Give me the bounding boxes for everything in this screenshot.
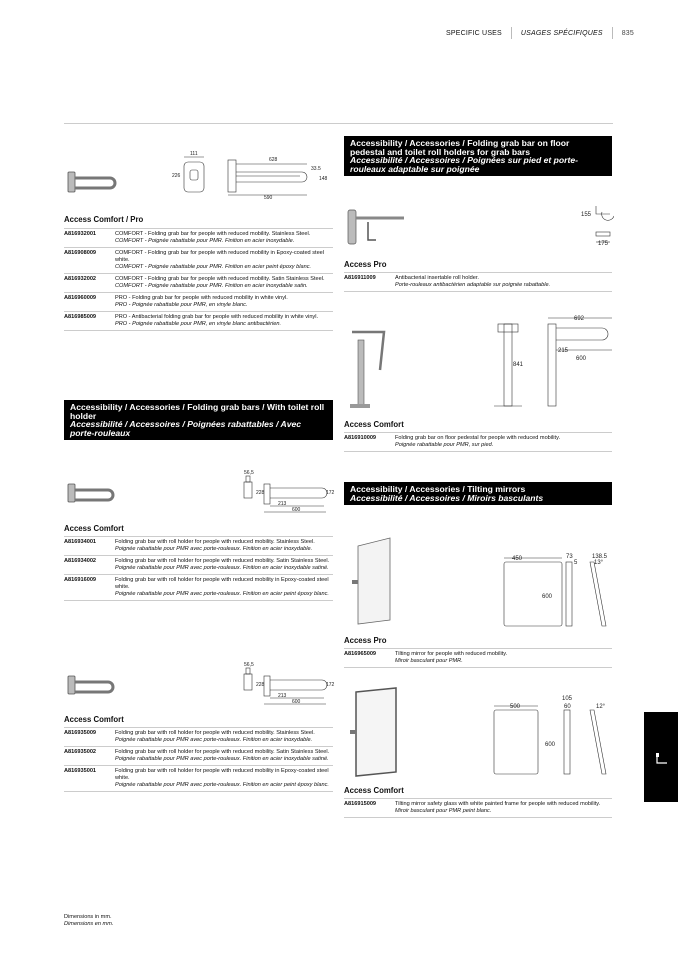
grab-bar-front-drawing: [228, 160, 307, 195]
description-fr: COMFORT - Poignée rabattable pour PMR. Finition en acier inoxydable.: [115, 238, 295, 244]
category-title-fr: Accessibilité / Accessoires / Poignées sur pied et porte-rouleaux adaptable sur poignée: [350, 155, 578, 174]
description-en: PRO - Antibacterial folding grab bar for people with reduced mobility in white vinyl.: [115, 314, 319, 320]
product-description: [115, 274, 333, 293]
product-reference: A816910009: [344, 433, 395, 452]
dim-label: 226: [172, 173, 181, 179]
header-divider: [612, 27, 613, 39]
dim-label: 590: [264, 195, 273, 200]
dim-label: 111: [190, 151, 198, 157]
product-row: [64, 229, 333, 248]
category-title-en: Accessibility / Accessories / Folding grab bar on floor pedestal and toilet roll holders for grab bars: [350, 138, 570, 157]
dim-label: 148: [319, 176, 328, 182]
description-en: Tilting mirror for people with reduced mobility.: [395, 651, 508, 657]
product-description: [115, 248, 333, 274]
section-title: Access Comfort: [344, 786, 404, 795]
mirror-photo: [352, 538, 390, 624]
dim-label: 600: [292, 699, 301, 705]
mirror-photo: [350, 688, 396, 776]
description-fr: PRO - Poignée rabattable pour PMR, en vinyle blanc antibactérien.: [115, 321, 282, 327]
product-reference: A816985009: [64, 312, 115, 331]
dim-label: 60: [564, 704, 571, 710]
roll-holder-drawing: [596, 206, 614, 242]
product-description: [395, 433, 612, 452]
category-band: [344, 136, 612, 176]
footnote-fr: Dimensions en mm.: [64, 921, 114, 927]
section-title: Access Pro: [344, 260, 387, 269]
product-reference: A816960009: [64, 293, 115, 312]
header-label-en: SPECIFIC USES: [446, 29, 502, 37]
product-row: [344, 273, 612, 292]
footnote: [64, 914, 113, 928]
product-reference: A816934002: [64, 556, 115, 575]
dim-label: 600: [576, 356, 587, 362]
description-fr: PRO - Poignée rabattable pour PMR, en vinyle blanc.: [115, 302, 248, 308]
product-table: [344, 272, 612, 292]
product-table: [64, 536, 333, 601]
description-en: COMFORT - Folding grab bar for people with reduced mobility. Stainless Steel.: [115, 231, 311, 237]
section-title: Access Comfort: [64, 524, 124, 533]
product-description: [115, 229, 333, 248]
product-reference: A816935009: [64, 728, 115, 747]
tilting-mirror-comfort-figure: [344, 684, 614, 780]
roll-holder-bar-photo: [68, 676, 113, 694]
product-description: [395, 799, 612, 818]
product-table: [344, 432, 612, 452]
product-description: [115, 537, 333, 556]
dim-label: 138.5: [592, 554, 608, 560]
dim-label: 33.5: [311, 166, 321, 172]
tilting-mirror-pro-figure: [344, 532, 614, 632]
category-title-fr: Accessibilité / Accessoires / Poignées rabattables / Avec porte-rouleaux: [70, 419, 302, 438]
product-description: [115, 293, 333, 312]
header-divider: [511, 27, 512, 39]
description-en: COMFORT - Folding grab bar for people with reduced mobility in Epoxy-coated steel white.: [115, 250, 325, 263]
product-row: [344, 799, 612, 818]
product-row: [64, 248, 333, 274]
product-row: [64, 293, 333, 312]
product-row: [64, 274, 333, 293]
description-fr: Poignée rabattable pour PMR avec porte-rouleaux. Finition en acier inoxydable satiné.: [115, 756, 329, 762]
section-title: Access Comfort: [344, 420, 404, 429]
product-description: [115, 747, 333, 766]
product-description: [115, 766, 333, 792]
product-description: [115, 575, 333, 601]
product-description: [115, 556, 333, 575]
dim-label: 600: [542, 594, 553, 600]
dim-label: 5: [574, 560, 578, 566]
description-en: Antibacterial insertable roll holder.: [395, 275, 479, 281]
description-fr: Poignée rabattable pour PMR, sur pied.: [395, 442, 494, 448]
dim-label: 172: [326, 490, 335, 496]
product-description: [395, 649, 612, 668]
running-header: [446, 27, 634, 39]
category-band: [344, 482, 612, 505]
product-reference: A816965009: [344, 649, 395, 668]
category-band: [64, 400, 333, 440]
pedestal-front-drawing: [548, 318, 612, 406]
mirror-side-drawing: [566, 562, 606, 626]
description-en: Folding grab bar with roll holder for people with reduced mobility in Epoxy-coated steel white.: [115, 768, 329, 781]
mirror-front-drawing: [504, 558, 562, 626]
product-row: [64, 537, 333, 556]
description-fr: Poignée rabattable pour PMR avec porte-rouleaux. Finition en acier peint époxy blanc.: [115, 782, 329, 788]
product-row: [344, 433, 612, 452]
roll-holder-bar-photo: [68, 484, 113, 502]
roll-holder-bar-figure: [64, 470, 339, 515]
product-reference: A816932001: [64, 229, 115, 248]
dim-label: 56,5: [244, 662, 254, 668]
dim-label: 600: [292, 507, 301, 513]
dim-label: 56,5: [244, 470, 254, 476]
header-label-fr: USAGES SPÉCIFIQUES: [520, 29, 603, 37]
roll-holder-photo: [348, 210, 404, 244]
product-description: [395, 273, 612, 292]
product-row: [64, 728, 333, 747]
description-en: Folding grab bar with roll holder for people with reduced mobility. Stainless Steel.: [115, 539, 315, 545]
section-title: Access Pro: [344, 636, 387, 645]
mirror-front-drawing: [494, 706, 538, 774]
dim-label: 628: [269, 157, 278, 163]
section-title: Access Comfort: [64, 715, 124, 724]
product-row: [64, 312, 333, 331]
description-en: Folding grab bar with roll holder for people with reduced mobility. Satin Stainless Steel.: [115, 558, 330, 564]
dim-label: 215: [558, 348, 569, 354]
dim-label: 73: [566, 554, 573, 560]
dim-label: 228: [256, 682, 265, 688]
category-title-en: Accessibility / Accessories / Folding grab bars / With toilet roll holder: [70, 402, 325, 421]
product-reference: A816932002: [64, 274, 115, 293]
page-number: 835: [621, 29, 634, 37]
dim-label: 213: [278, 501, 287, 507]
mirror-side-drawing: [564, 710, 606, 774]
description-fr: Poignée rabattable pour PMR avec porte-rouleaux. Finition en acier inoxydable.: [115, 546, 313, 552]
product-table: [344, 798, 612, 818]
dim-label: 600: [545, 742, 556, 748]
product-reference: A816934001: [64, 537, 115, 556]
insertable-roll-holder-figure: [344, 198, 614, 253]
category-title-fr: Accessibilité / Accessoires / Miroirs basculants: [350, 492, 544, 503]
roll-holder-bar-figure: [64, 662, 339, 707]
dim-label: 213: [278, 693, 287, 699]
category-title-en: Accessibility / Accessories / Tilting mirrors: [350, 484, 526, 494]
product-reference: A816916009: [64, 575, 115, 601]
dim-label: 105: [562, 696, 573, 702]
product-table: [64, 727, 333, 792]
pedestal-grab-bar-figure: [344, 310, 614, 410]
product-description: [115, 312, 333, 331]
product-reference: A816935001: [64, 766, 115, 792]
product-row: [64, 766, 333, 792]
description-en: Tilting mirror safety glass with white painted frame for people with reduced mobility.: [395, 801, 601, 807]
dim-label: 175: [598, 241, 609, 247]
grab-bar-icon: [655, 752, 669, 766]
description-en: Folding grab bar with roll holder for people with reduced mobility in Epoxy-coated steel white.: [115, 577, 329, 590]
description-fr: Miroir basculant pour PMR peint blanc.: [395, 808, 492, 814]
dim-label: 228: [256, 490, 265, 496]
description-fr: Poignée rabattable pour PMR avec porte-rouleaux. Finition en acier peint époxy blanc.: [115, 591, 329, 597]
dim-label: 841: [513, 362, 524, 368]
product-reference: A816915009: [344, 799, 395, 818]
top-rule: [64, 123, 613, 124]
description-fr: COMFORT - Poignée rabattable pour PMR. Finition en acier inoxydable satin.: [115, 283, 308, 289]
dim-label: 12°: [596, 704, 606, 710]
product-description: [115, 728, 333, 747]
product-table: [64, 228, 333, 331]
grab-bar-photo: [68, 172, 115, 192]
description-fr: Miroir basculant pour PMR.: [395, 658, 463, 664]
product-row: [64, 747, 333, 766]
description-fr: COMFORT - Poignée rabattable pour PMR. Finition en acier peint époxy blanc.: [115, 264, 312, 270]
pedestal-photo: [350, 332, 384, 408]
product-reference: A816911009: [344, 273, 395, 292]
dim-label: 172: [326, 682, 335, 688]
chapter-tab: [644, 712, 678, 802]
section-title: Access Comfort / Pro: [64, 215, 144, 224]
dim-label: 450: [512, 556, 523, 562]
grab-bar-side-drawing: [184, 157, 204, 192]
dim-label: 155: [581, 212, 592, 218]
footnote-en: Dimensions in mm.: [64, 914, 112, 920]
description-fr: Poignée rabattable pour PMR avec porte-rouleaux. Finition en acier inoxydable satiné.: [115, 565, 329, 571]
dim-label: 13°: [594, 560, 604, 566]
product-row: [64, 556, 333, 575]
product-row: [344, 649, 612, 668]
product-table: [344, 648, 612, 668]
dim-label: 692: [574, 316, 585, 322]
dim-label: 500: [510, 704, 521, 710]
description-en: COMFORT - Folding grab bar for people with reduced mobility. Satin Stainless Steel.: [115, 276, 325, 282]
description-fr: Porte-rouleaux antibactérien adaptable sur poignée rabattable.: [395, 282, 551, 288]
description-en: Folding grab bar on floor pedestal for people with reduced mobility.: [395, 435, 561, 441]
description-en: PRO - Folding grab bar for people with reduced mobility in white vinyl.: [115, 295, 288, 301]
description-en: Folding grab bar with roll holder for people with reduced mobility. Satin Stainless Steel.: [115, 749, 330, 755]
product-reference: A816935002: [64, 747, 115, 766]
grab-bar-figure: [64, 150, 339, 200]
description-en: Folding grab bar with roll holder for people with reduced mobility. Stainless Steel.: [115, 730, 315, 736]
description-fr: Poignée rabattable pour PMR avec porte-rouleaux. Finition en acier inoxydable.: [115, 737, 313, 743]
product-reference: A816908009: [64, 248, 115, 274]
product-row: [64, 575, 333, 601]
